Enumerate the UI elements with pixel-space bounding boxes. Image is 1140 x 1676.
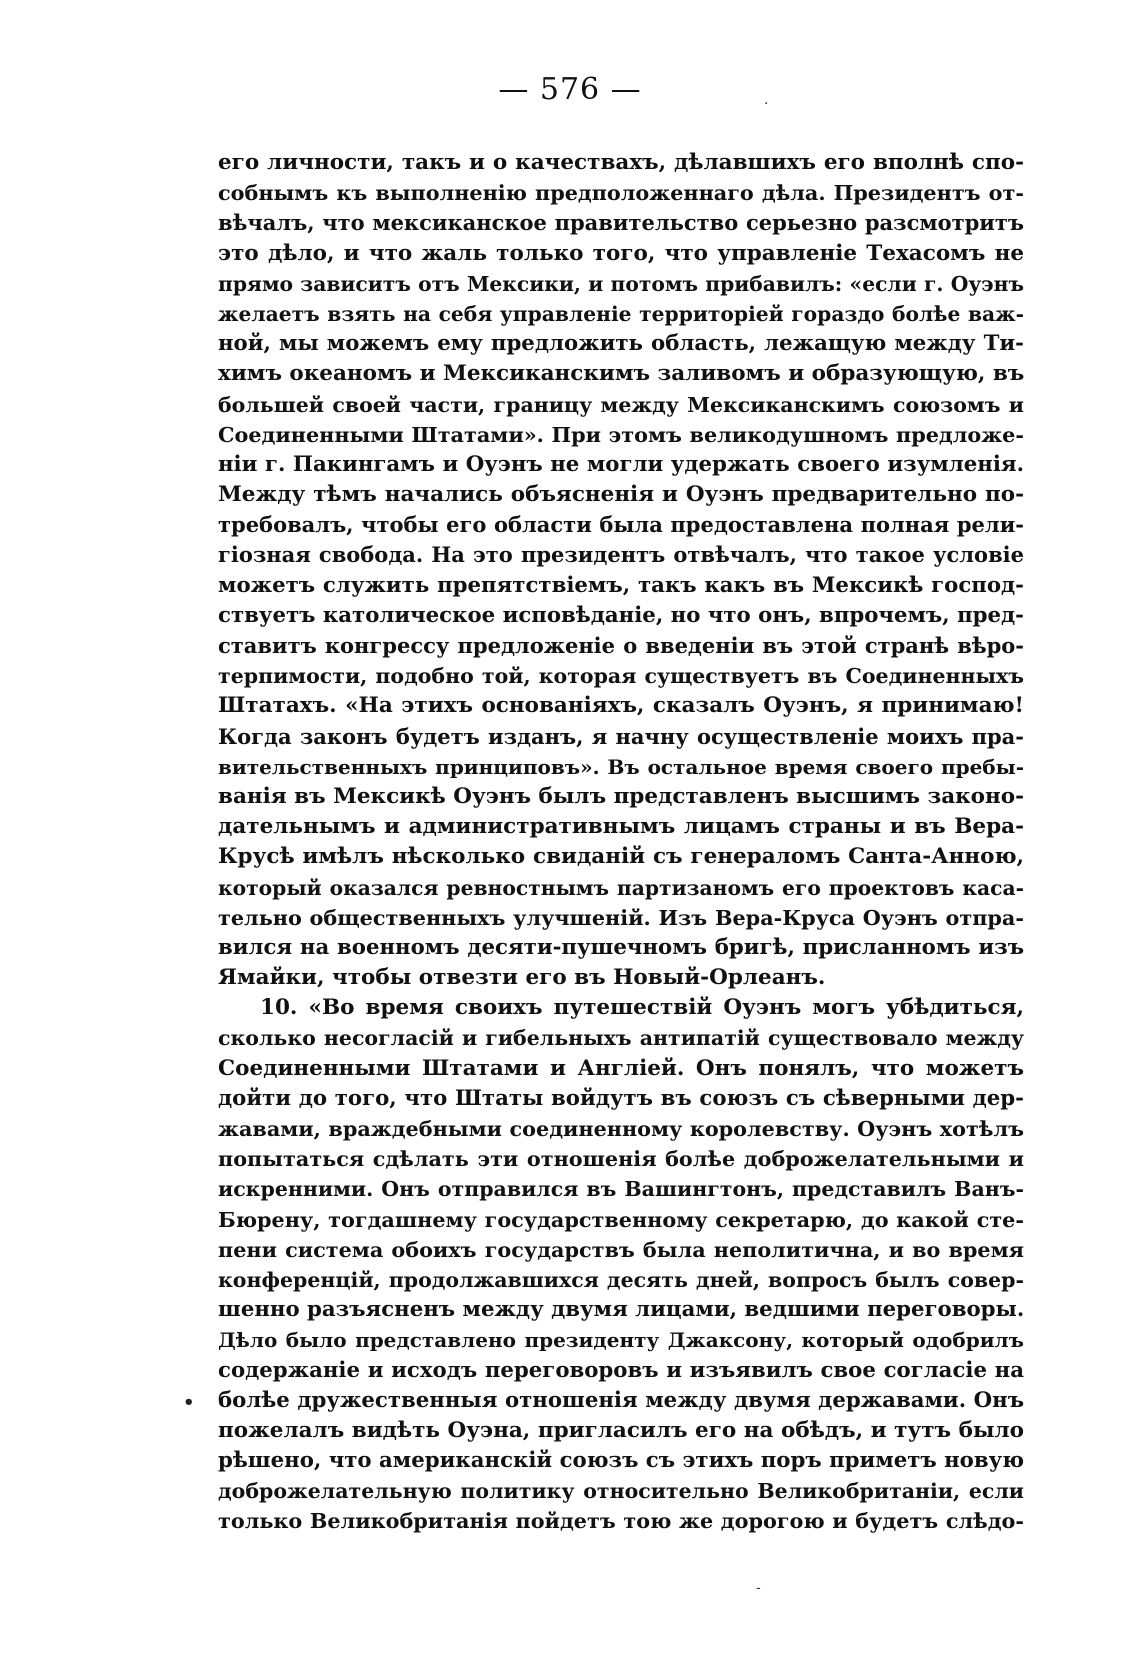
- text-line: ванія въ Мексикѣ Оуэнъ былъ представленъ высшимъ законо-: [218, 783, 1024, 809]
- margin-mark: •: [183, 1392, 195, 1413]
- text-line: вительственныхъ принциповъ». Въ остальное время своего пребы-: [218, 754, 1024, 779]
- text-line: рѣшено, что американскій союзъ съ этихъ поръ приметъ новую: [218, 1448, 1024, 1474]
- text-line: тельно общественныхъ улучшеній. Изъ Вера-Круса Оуэнъ отпра-: [218, 905, 1024, 930]
- text-line-indented: 10. «Во время своихъ путешествій Оуэнъ могъ убѣдиться,: [260, 995, 1024, 1021]
- text-line: это дѣло, и что жаль только того, что управленіе Техасомъ не: [218, 240, 1024, 266]
- body-text: [218, 148, 1024, 1537]
- text-line: терпимости, подобно той, которая существуетъ въ Соединенныхъ: [218, 664, 1024, 689]
- text-line: Крусѣ имѣлъ нѣсколько свиданій съ генераломъ Санта-Анною,: [218, 844, 1024, 870]
- text-line: гіозная свобода. На это президентъ отвѣчалъ, что такое условіе: [218, 542, 1024, 568]
- text-line: большей своей части, границу между Мексиканскимъ союзомъ и: [218, 392, 1024, 417]
- text-line: Дѣло было представлено президенту Джаксону, который одобрилъ: [218, 1328, 1024, 1353]
- text-line: Бюрену, тогдашнему государственному секретарю, до какой сте-: [218, 1207, 1024, 1232]
- text-line: Соединенными Штатами». При этомъ великодушномъ предложе-: [218, 422, 1024, 447]
- text-line: вѣчалъ, что мексиканское правительство серьезно разсмотритъ: [218, 210, 1024, 236]
- text-line: химъ океаномъ и Мексиканскимъ заливомъ и образующую, въ: [218, 361, 1025, 387]
- text-line: доброжелательную политику относительно Великобританіи, если: [218, 1479, 1024, 1504]
- paragraph-2: [218, 993, 1024, 1536]
- page-number: — 576 —: [498, 72, 642, 107]
- text-line: болѣе дружественныя отношенія между двумя державами. Онъ: [218, 1387, 1024, 1413]
- text-line: дойти до того, что Штаты войдутъ въ союзъ съ сѣверными дер-: [218, 1085, 1024, 1111]
- text-line: ставитъ конгрессу предложеніе о введеніи въ этой странѣ вѣро-: [218, 633, 1024, 658]
- text-line: попытаться сдѣлать эти отношенія болѣе доброжелательными и: [218, 1147, 1024, 1172]
- text-line: его личности, такъ и о качествахъ, дѣлавшихъ его вполнѣ спо-: [218, 150, 1024, 175]
- text-line: пени система обоихъ государствъ была неполитична, и во время: [218, 1237, 1024, 1262]
- text-line: сколько несогласій и гибельныхъ антипатій существовало между: [218, 1026, 1024, 1051]
- text-line: ніи г. Пакингамъ и Оуэнъ не могли удержать своего изумленія.: [218, 451, 1024, 477]
- text-line: искренними. Онъ отправился въ Вашингтонъ, представилъ Ванъ-: [218, 1177, 1024, 1202]
- text-line: жавами, враждебными соединенному королевству. Оуэнъ хотѣлъ: [218, 1117, 1024, 1141]
- text-line: требовалъ, чтобы его области была предоставлена полная рели-: [218, 512, 1024, 538]
- text-line: Когда законъ будетъ изданъ, я начну осуществленіе моихъ пра-: [218, 723, 1024, 749]
- scan-speck: ·: [764, 96, 769, 112]
- text-line-last: Ямайки, чтобы отвезти его въ Новый-Орлеанъ.: [218, 965, 826, 991]
- text-line: Соединенными Штатами и Англіей. Онъ понялъ, что можетъ: [218, 1055, 1024, 1081]
- text-line: прямо зависитъ отъ Мексики, и потомъ прибавилъ: «если г. Оуэнъ: [218, 271, 1024, 296]
- text-line: можетъ служить препятствіемъ, такъ какъ въ Мексикѣ господ-: [218, 572, 1024, 598]
- scan-speck: -: [756, 1580, 761, 1596]
- text-line: Между тѣмъ начались объясненія и Оуэнъ предварительно по-: [218, 482, 1024, 508]
- text-line: ной, мы можемъ ему предложить область, лежащую между Ти-: [218, 331, 1024, 357]
- text-line: который оказался ревностнымъ партизаномъ его проектовъ каса-: [218, 875, 1024, 900]
- text-line: только Великобританія пойдетъ тою же дорогою и будетъ слѣдо-: [218, 1509, 1024, 1534]
- text-line: ствуетъ католическое исповѣданіе, но что онъ, впрочемъ, пред-: [218, 602, 1024, 628]
- text-line: шенно разъясненъ между двумя лицами, ведшими переговоры.: [218, 1297, 1025, 1323]
- text-line: собнымъ къ выполненію предположеннаго дѣла. Президентъ от-: [218, 181, 1024, 206]
- paragraph-1: [218, 148, 1024, 993]
- text-line: дательнымъ и административнымъ лицамъ страны и въ Вера-: [218, 814, 1024, 840]
- text-line: Штатахъ. «На этихъ основаніяхъ, сказалъ Оуэнъ, я принимаю!: [218, 693, 1024, 719]
- text-line: пожелалъ видѣть Оуэна, пригласилъ его на обѣдъ, и тутъ было: [218, 1417, 1024, 1443]
- text-line: вился на военномъ десяти-пушечномъ бригѣ, присланномъ изъ: [218, 934, 1024, 960]
- text-line: содержаніе и исходъ переговоровъ и изъявилъ свое согласіе на: [218, 1357, 1024, 1383]
- text-line: конференцій, продолжавшихся десять дней, вопросъ былъ совер-: [218, 1267, 1024, 1292]
- text-line: желаетъ взять на себя управленіе территоріей гораздо болѣе важ-: [218, 301, 1024, 326]
